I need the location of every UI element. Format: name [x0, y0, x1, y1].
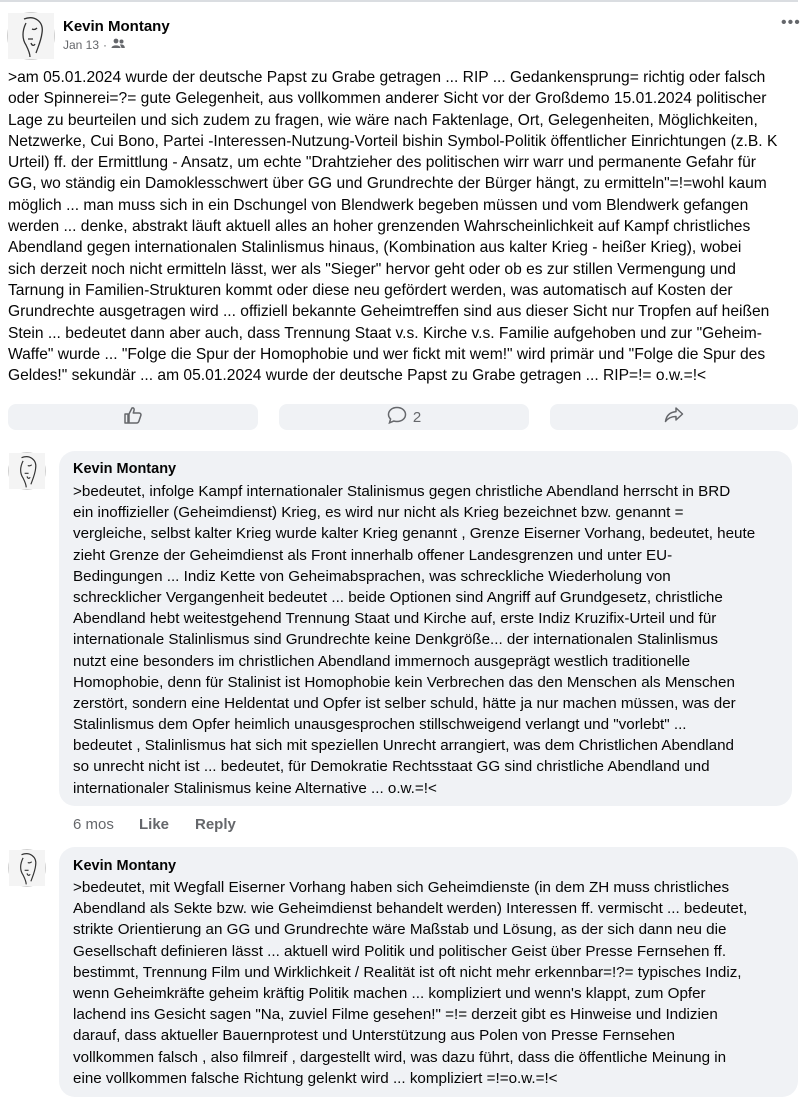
text-line: Abendland hebt weitestgehend Trennung Staat und Kirche auf, erste Indiz Kruzifix-Urteil und für	[73, 610, 717, 628]
comment-bubble	[59, 847, 798, 1097]
comment-time[interactable]: 6 mos	[73, 816, 114, 833]
text-line: Bedingungen ... Indiz Kette von Geheimabsprachen, was schreckliche Wiederholung von	[73, 567, 671, 585]
face-sketch-icon	[8, 13, 54, 59]
text-line: Waffe" wurde ... "Folge die Spur der Homophobie und wer fickt mit wem!" wird primär und "Folge die Spur des	[8, 345, 766, 363]
text-line: ein inoffizieller (Geheimdienst) Krieg, es wird nur nicht als Krieg bezeichnet bzw. genannt =	[73, 504, 684, 522]
more-dots-icon[interactable]: •••	[781, 14, 801, 31]
comment-button[interactable]	[279, 404, 529, 430]
text-line: >bedeutet, mit Wegfall Eiserner Vorhang haben sich Geheimdienste (in dem ZH muss christliches	[73, 879, 730, 896]
text-line: Urteil) ff. der Ermittlung - Ansatz, um echte "Drahtzieher des politischen wirr warr und permanente Gefahr für	[8, 154, 756, 172]
text-line: internationale Stalinlismus sind Grundrechte keine Denkgröße... der internationalen Stalinlismus	[73, 631, 718, 649]
comment-count: 2	[412, 408, 422, 426]
text-line: vergleiche, selbst kalter Krieg wurde kalter Krieg genannt , Grenze Eiserner Vorhang, bedeutet, heute	[73, 525, 756, 543]
text-line: eine vollkommen falsche Richtung gelenkt wird ... kompliziert =!=o.w.=!<	[73, 1069, 558, 1087]
text-line: werden ... denke, abstrakt läuft aktuell alles an hoher grenzenden Wahrscheinlichkeit auf Kampf christliches	[8, 218, 751, 236]
comment-avatar[interactable]	[8, 452, 46, 490]
text-line: Grundrechte ausgetragen wird ... offiziell bekannte Geheimtreffen sind aus dieser Sicht nur Tropfen auf heißen	[8, 303, 770, 321]
text-line: Geldes!" sekundär ... am 05.01.2024 wurde der deutsche Papst zu Grabe getragen ... RIP=!= o.w.=!<	[8, 367, 707, 385]
text-line: Netzwerke, Cui Bono, Partei -Interessen-Nutzung-Vorteil bishin Symbol-Politik öffentlicher Einrichtungen (z.B. K	[8, 132, 778, 150]
text-line: Stein ... bedeutet dann aber auch, dass Trennung Staat v.s. Kirche v.s. Familie aufgehoben und zur "Geheim-	[8, 324, 762, 342]
comment-author-name[interactable]: Kevin Montany	[73, 858, 177, 874]
comment-avatar[interactable]	[8, 849, 46, 887]
text-line: oder Spinnerei=?= gute Gelegenheit, aus vollkommen anderer Sicht vor der Großdemo 15.01.2024 politischer	[8, 90, 767, 108]
text-line: schrecklicher Vergangenheit bedeutet ... beide Optionen sind Angriff auf Grundgesetz, christliche	[73, 588, 723, 606]
comment-text	[73, 481, 755, 799]
text-line: Homophobie, denn für Stalinist ist Homophobie kein Verbrechen das den Menschen als Menschen	[73, 673, 735, 691]
text-line: GG, wo ständig ein Damoklesschwert über GG und Grundrechte der Bürger hängt, zu ermitteln"=!=wohl kaum	[8, 175, 767, 193]
post-date[interactable]: Jan 13	[63, 38, 100, 52]
text-line: zerstört, sondern eine Heldentat und Opfer ist selber schuld, hätte ja nur machen müssen, was der	[73, 694, 736, 712]
comment-actions	[73, 816, 236, 833]
share-icon	[664, 406, 684, 428]
top-divider	[0, 0, 798, 2]
text-line: >bedeutet, infolge Kampf internationaler Stalinismus gegen christliche Abendland herrscht in BRD	[73, 483, 731, 500]
comment-text	[73, 877, 747, 1089]
text-line: zieht Grenze der Geheimdienst als Front innerhalb offener Landesgrenzen und unter EU-	[73, 546, 673, 564]
comment-like-button[interactable]: Like	[139, 816, 170, 833]
text-line: >am 05.01.2024 wurde der deutsche Papst zu Grabe getragen ... RIP ... Gedankensprung= richtig oder falsch	[8, 69, 766, 86]
text-line: Tarnung in Familien-Strukturen kommt oder diese neu gefördert werden, was automatisch auf Kosten der	[8, 281, 733, 299]
friends-icon	[111, 38, 125, 52]
text-line: darauf, dass aktueller Bauernprotest und Unterstützung aus Polen von Presse Fernsehen	[73, 1027, 675, 1045]
post-author-name[interactable]: Kevin Montany	[63, 18, 170, 35]
face-sketch-icon	[9, 850, 45, 886]
text-line: bestimmt, Trennung Film und Wirklichkeit / Realität ist oft nicht mehr erkennbar=!?= typisches Indiz,	[73, 963, 742, 981]
text-line: lachend ins Gesicht sagen "Na, zuviel Filme gesehen!" =!= derzeit gibt es Hinweise und Indizien	[73, 1006, 718, 1024]
comment-reply-button[interactable]: Reply	[195, 816, 236, 833]
post-author-avatar[interactable]	[7, 12, 55, 60]
comment-bubble	[59, 451, 792, 806]
share-button[interactable]	[550, 404, 798, 430]
text-line: vollkommen falsch , also filmreif , dargestellt wird, was dazu führt, dass die öffentliche Meinung in	[73, 1048, 727, 1066]
text-line: nutzt eine besonders im christlichen Abendland immernoch ausgeprägt westlich traditionelle	[73, 652, 691, 670]
text-line: sich derzeit noch nicht ermitteln lässt, wer als "Sieger" hervor geht oder ob es zur stillen Vermengung und	[8, 260, 736, 278]
like-button[interactable]	[8, 404, 258, 430]
text-line: so unrecht nicht ist ... bedeutet, für Demokratie Rechtsstaat GG sind christliche Abendland und	[73, 758, 710, 776]
text-line: Lage zu beurteilen und sich zudem zu fragen, wie wäre nach Faktenlage, Ort, Gelegenheiten, Möglichkeiten,	[8, 111, 758, 129]
text-line: Stalinlismus dem Opfer heimlich unausgesprochen stillschweigend verlangt und "vorlebt" ...	[73, 716, 687, 734]
thumbs-up-icon	[123, 406, 143, 428]
meta-separator: ·	[103, 38, 108, 52]
face-sketch-icon	[9, 453, 45, 489]
text-line: internationaler Stalinismus keine Alternative ... o.w.=!<	[73, 779, 437, 797]
comment-icon	[387, 406, 407, 428]
text-line: möglich ... man muss sich in ein Dschungel von Blendwerk begeben müssen und vom Blendwerk gefangen	[8, 196, 749, 214]
text-line: Abendland gegen internationalen Stalinlismus hinaus, (Kombination aus kalter Krieg - heißer Krieg), wobei	[8, 239, 742, 257]
post-body	[8, 67, 798, 386]
text-line: Gesellschaft definieren lässt ... aktuell wird Politik und politischer Geist über Presse Fernsehen ff.	[73, 942, 727, 960]
comment-author-name[interactable]: Kevin Montany	[73, 461, 177, 477]
text-line: Abendland als Sekte bzw. wie Geheimdienst behandelt werden) Interessen ff. vermischt ... bedeutet,	[73, 900, 748, 918]
post-meta	[63, 38, 125, 52]
text-line: bedeutet , Stalinlismus hat sich mit speziellen Unrecht arrangiert, was dem Christlichen Abendland	[73, 737, 734, 755]
text-line: wenn Geheimkräfte geheim kräftig Politik machen ... kompliziert und wenn's klappt, zum Opfer	[73, 984, 706, 1002]
text-line: strikte Orientierung an GG und Grundrechte wäre Maßstab und Lösung, as der sich dann neu die	[73, 921, 727, 939]
